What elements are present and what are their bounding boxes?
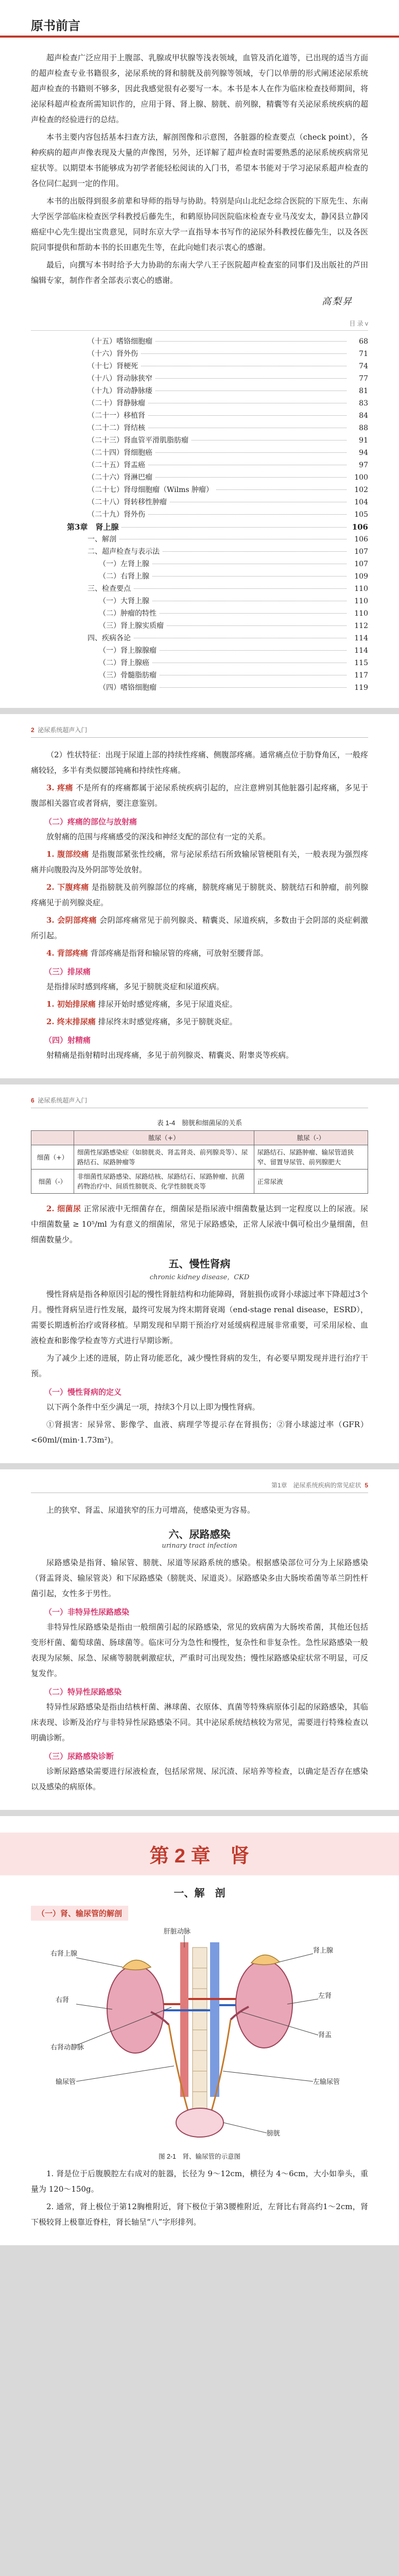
toc-page-number: 104: [354, 498, 368, 506]
toc-row[interactable]: [31, 398, 368, 410]
toc-label: （一）左肾上腺: [99, 560, 149, 568]
toc-page-number: 106: [354, 535, 368, 544]
table-cell: 细菌性尿路感染症（如膀胱炎、肾盂肾炎、前列腺炎等）、尿路结石、尿路肿瘤等: [74, 1145, 254, 1170]
toc-row[interactable]: [31, 422, 368, 435]
toc-page-number: 115: [354, 659, 368, 667]
toc-label: （三）骨髓脂肪瘤: [99, 671, 157, 680]
toc-page-number: 71: [359, 350, 368, 358]
toc-row[interactable]: [31, 657, 368, 670]
toc-page-number: 119: [354, 684, 368, 692]
table-header: 脓尿（+）: [74, 1131, 254, 1145]
page-number: 2: [31, 726, 34, 734]
preface-paragraph-1: 超声检查广泛应用于上腹部、乳腺或甲状腺等浅表领域，血管及消化道等，已出现的适当方面的超声检查专业书籍很多，泌尿系统的肾和膀胱及前列腺等领域，专门以单册的形式阐述泌尿系统超声检查的书籍则不够多，因此我感觉很有必要写一本。本书是本人在作为临床检查技师期间，将泌尿科超声检查所需知识作的，应用于肾、肾上腺、膀胱、前列腺，精囊等有关泌尿系统疾病的超声检查的经验进行的总结。: [31, 53, 368, 124]
toc-row[interactable]: [31, 521, 368, 534]
table-cell: 尿路结石、尿路肿瘤、输尿管道狭窄、留置导尿管、前列腺肥大: [254, 1145, 368, 1170]
toc-page-number: 105: [354, 511, 368, 519]
paragraph: [31, 780, 368, 811]
toc-row[interactable]: [31, 497, 368, 509]
pyuria-bacteriuria-table: [31, 1130, 368, 1194]
toc-page-number: 106: [352, 522, 368, 532]
paragraph: 慢性肾病是指各种原因引起的慢性肾脏结构和功能障碍，肾脏损伤或肾小球滤过率下降超过3个月。慢性肾病呈进行性发展，最终可发展为终末期肾衰竭（end-stage renal disease，ESRD），需要长期透析治疗或肾移植。早期发现和早期干预治疗对延缓病程进展非常重要，可采用尿检、血液检查和影像学检查等方式进行早期诊断。: [31, 1290, 368, 1345]
paragraph: 为了减少上述的进展，防止肾功能恶化，减少慢性肾病的发生，有必要早期发现并进行治疗干预。: [31, 1353, 368, 1378]
toc-label: （二）肿瘤的特性: [99, 609, 157, 618]
preface-paragraph-4: 最后，向撰写本书时给予大力协助的东南大学八王子医院超声检查室的同事们及出版社的芦田编辑专家，制作作者全部表示衷心的感谢。: [31, 260, 368, 285]
toc-label: 第3章 肾上腺: [67, 522, 119, 532]
toc-page-number: 74: [359, 362, 368, 370]
toc-leader: [160, 613, 346, 614]
toc-row[interactable]: [31, 633, 368, 645]
toc-label: （二十五）肾盂癌: [88, 461, 145, 469]
toc-row[interactable]: [31, 509, 368, 521]
preface-paragraph-2: 本书主要内容包括基本扫查方法，解剖图像和示意图，各脏器的检查要点（check point），各种疾病的超声声像表现及大量的声像图，另外，还详解了超声检查时需要熟悉的泌尿系统疾病常见症状等。以期望本书能够成为初学者能轻松阅读的入门书，希望本书能对于学习泌尿系超声检查的各位同仁起到一定的作用。: [31, 132, 368, 188]
toc-page-number: 110: [354, 597, 368, 605]
toc-label: （十九）肾动静脉瘘: [88, 387, 152, 395]
running-title: 泌尿系统超声入门: [38, 726, 88, 734]
subheading: （三）尿路感染诊断: [44, 1752, 114, 1761]
dysuria-list: [31, 996, 368, 1029]
toc-label: （二十三）肾血管平滑肌脂肪瘤: [88, 436, 188, 445]
toc-label: （三）肾上腺实质瘤: [99, 622, 164, 630]
left-kidney-shape: [236, 1960, 292, 2048]
toc-label: （十五）嗜铬细胞瘤: [88, 337, 152, 346]
item-label: 2. 下腹疼痛: [46, 883, 89, 892]
table-row: [31, 1170, 368, 1194]
toc-row[interactable]: [31, 336, 368, 348]
toc-label: （二十）肾静脉瘤: [88, 399, 145, 408]
toc-page-number: 117: [354, 671, 368, 680]
toc-row[interactable]: [31, 571, 368, 583]
toc-row[interactable]: [31, 620, 368, 633]
table-header: 脓尿（-）: [254, 1131, 368, 1145]
section-title: 六、尿路感染: [168, 1528, 231, 1540]
toc-row[interactable]: [31, 534, 368, 546]
chapter-band: [0, 1833, 399, 1875]
toc-label: 一、解剖: [88, 535, 116, 544]
toc-row[interactable]: [31, 596, 368, 608]
toc-label: 四、疾病各论: [88, 634, 131, 642]
toc-page-number: 110: [354, 609, 368, 618]
toc-page-number: 91: [359, 436, 368, 445]
list-item: [31, 879, 368, 910]
subheading: （二）疼痛的部位与放射痛: [44, 818, 137, 826]
paragraph: [31, 1201, 368, 1247]
toc-label: （二十九）肾外伤: [88, 511, 145, 519]
toc-label: （二十四）肾细胞癌: [88, 449, 152, 457]
label-bladder: 膀胱: [266, 2129, 280, 2137]
toc-page-number: 83: [359, 399, 368, 408]
toc-page-number: 114: [354, 647, 368, 655]
paragraph: 上的狭窄、肾盂、尿道狭窄的压力可增高，使感染更为容易。: [46, 1505, 255, 1515]
table-row-label: 细菌（-）: [31, 1170, 74, 1194]
item-text: 正常尿液中无细菌存在，细菌尿是指尿液中细菌数量达到一定程度以上的尿液。尿中细菌数量 ≥ 10⁵/ml 为有意义的细菌尿，常见于尿路感染，正常人尿液中偶可检出少量细菌，但细菌数量少。: [31, 1204, 368, 1244]
toc-row[interactable]: [31, 410, 368, 422]
preface-title-bar: [0, 36, 399, 38]
toc-label: 二、超声检查与表示法: [88, 548, 160, 556]
toc-page-number: 110: [354, 585, 368, 593]
toc-leader: [148, 415, 346, 416]
label-renal-pelvis: 肾盂: [318, 2031, 332, 2039]
paragraph: 是指排尿时感到疼痛，多见于膀胱炎症和尿道疾病。: [46, 982, 224, 991]
running-title: 泌尿系统超声入门: [38, 1097, 88, 1104]
aorta-shape: [180, 1942, 188, 2097]
toc-row[interactable]: [31, 447, 368, 460]
toc-label: （二十六）肾淋巴瘤: [88, 473, 152, 482]
page-symptoms-pain: [0, 714, 399, 1078]
item-text: 不是所有的疼痛都属于泌尿系统疾病引起的，应注意辨别其他脏器引起疼痛，多见于腹部相关器官或者肾病，要注意鉴别。: [31, 783, 368, 808]
paragraph: 2. 通常，肾上极位于第12胸椎附近，肾下极位于第3腰椎附近，左肾比右肾高约1～2cm，肾下极较肾上极靠近脊柱，肾长轴呈“八”字形排列。: [31, 2202, 368, 2227]
toc-page-number: 68: [359, 337, 368, 346]
section-subtitle: chronic kidney disease，CKD: [149, 1274, 250, 1281]
kidney-ureter-figure: [31, 1927, 368, 2145]
paragraph: 诊断尿路感染需要进行尿液检查，包括尿常规、尿沉渣、尿培养等检查，以确定是否存在感染以及感染的病原体。: [31, 1767, 368, 1791]
section-title: 一、解 剖: [174, 1887, 225, 1899]
ivc-shape: [210, 1942, 219, 2097]
toc-page-number: 107: [354, 560, 368, 568]
toc-leader: [155, 378, 346, 379]
toc-leader: [155, 452, 346, 453]
paragraph: 1. 肾是位于后腹膜腔左右成对的脏器，长径为 9～12cm，横径为 4～6cm，大小如拳头，重量为 120～150g。: [31, 2169, 368, 2194]
table-row: [31, 1145, 368, 1170]
label-top: 肝脏动脉: [163, 1927, 190, 1935]
toc-row[interactable]: [31, 583, 368, 596]
table-of-contents: [31, 336, 368, 694]
toc-row[interactable]: [31, 361, 368, 373]
table-row-label: 细菌（+）: [31, 1145, 74, 1170]
bladder-shape: [176, 2108, 223, 2137]
toc-leader: [160, 687, 346, 688]
toc-row[interactable]: [31, 484, 368, 497]
list-item: [31, 1014, 368, 1029]
toc-label: （二十二）肾结核: [88, 424, 145, 432]
toc-page-number: 84: [359, 412, 368, 420]
page-preface: [0, 0, 399, 708]
kidney-anatomy-diagram: [45, 1927, 354, 2143]
toc-row[interactable]: [31, 546, 368, 558]
toc-leader: [122, 527, 346, 528]
toc-page-number: 77: [359, 375, 368, 383]
item-text: 排尿开始时感觉疼痛，多见于尿道炎症。: [98, 999, 237, 1009]
item-label: 1. 初始排尿痛: [46, 999, 96, 1009]
toc-label: （一）大肾上腺: [99, 597, 149, 605]
toc-leader: [134, 588, 346, 589]
toc-label: （十八）肾动脉狭窄: [88, 375, 152, 383]
pain-list: [31, 846, 368, 961]
table-caption: 表 1-4 膀胱和细菌尿的关系: [157, 1119, 242, 1127]
toc-row[interactable]: [31, 472, 368, 484]
toc-page-number: 94: [359, 449, 368, 457]
subheading: （四）射精痛: [44, 1036, 91, 1045]
page-header: [31, 725, 368, 738]
toc-label: （二）右肾上腺: [99, 572, 149, 581]
toc-leader: [155, 477, 346, 478]
toc-row[interactable]: [31, 435, 368, 447]
list-item: [31, 945, 368, 961]
paragraph: 以下两个条件中至少满足一项，持续3个月以上即为慢性肾病。: [46, 1402, 260, 1412]
table-corner: [31, 1131, 74, 1145]
preface-title: 原书前言: [31, 19, 80, 33]
subheading: （一）非特异性尿路感染: [44, 1608, 130, 1617]
preface-paragraph-3: 本书的出版得到很多前辈和导师的指导与协助。特别是向山北纪念综合医院的下原先生、东南大学医学部临床检查医学科教授后藤先生，和鹤原协同医院临床检查专业马茂安太，静冈县立静冈癌症中心先生提出宝贵意见，同时东京大学一直指导本书写作的泌尿外科教授佐藤先生，以及各医院同事提供和帮助本书的长田惠先生等，在此向她们表示衷心的感谢。: [31, 196, 368, 252]
paragraph: 特异性尿路感染是指由结核杆菌、淋球菌、衣原体、真菌等特殊病原体引起的尿路感染，其临床表现、诊断及治疗与非特异性尿路感染不同。其中泌尿系统结核较为常见，需要进行特殊检查以明确诊断。: [31, 1702, 368, 1742]
item-label: 3. 会阴部疼痛: [46, 916, 97, 925]
label-right-kidney: 右肾: [55, 1996, 69, 2004]
label-adrenal: 肾上腺: [313, 1946, 333, 1954]
page-chapter-kidney: [0, 1816, 399, 2245]
toc-row[interactable]: [31, 608, 368, 620]
page-bacteriuria-ckd: [0, 1084, 399, 1463]
page-number: 5: [365, 1482, 368, 1489]
label-left-kidney: 左肾: [318, 1992, 332, 1999]
toc-page-number: 114: [354, 634, 368, 642]
toc-row[interactable]: [31, 373, 368, 385]
toc-label: （十七）肾梗死: [88, 362, 138, 370]
toc-page-number: 107: [354, 548, 368, 556]
list-item: [31, 912, 368, 943]
toc-row[interactable]: [31, 460, 368, 472]
paragraph: ①肾损害：尿异常、影像学、血液、病理学等提示存在肾损伤；②肾小球滤过率（GFR）<60ml/(min·1.73m²)。: [31, 1420, 368, 1445]
toc-page-number: 88: [359, 424, 368, 432]
toc-page-number: 81: [359, 387, 368, 395]
item-label: 4. 背部疼痛: [46, 948, 88, 958]
preface-signature: 高梨昇: [322, 296, 353, 307]
toc-header: 目 录 v: [31, 319, 368, 331]
toc-leader: [167, 625, 346, 626]
item-text: 是指膀胱及前列腺部位的疼痛，膀胱疼痛见于膀胱炎、膀胱结石和肿瘤，前列腺疼痛见于前列腺炎症。: [31, 883, 368, 907]
paragraph: 射精痛是指射精时出现疼痛，多见于前列腺炎、精囊炎、附睾炎等疾病。: [46, 1050, 294, 1060]
toc-label: （二十七）肾母细胞瘤（Wilms 肿瘤）: [88, 486, 214, 494]
subheading: （一）肾、输尿管的解剖: [31, 1906, 128, 1921]
toc-row[interactable]: [31, 385, 368, 398]
toc-label: （二）肾上腺癌: [99, 659, 149, 667]
toc-label: （四）嗜铬细胞瘤: [99, 684, 157, 692]
item-label: 2. 终末排尿痛: [46, 1017, 96, 1026]
toc-leader: [216, 489, 346, 490]
paragraph: 尿路感染是指肾、输尿管、膀胱、尿道等尿路系统的感染。根据感染部位可分为上尿路感染（肾盂肾炎、输尿管炎）和下尿路感染（膀胱炎、尿道炎）。尿路感染多由大肠埃希菌等革兰阴性杆菌引起，女性多于男性。: [31, 1558, 368, 1598]
toc-page-number: 109: [354, 572, 368, 581]
chapter-title: 第 2 章 肾: [149, 1845, 250, 1867]
toc-label: （二十一）移植肾: [88, 412, 145, 420]
page-header: [31, 1481, 368, 1493]
toc-row[interactable]: [31, 682, 368, 694]
table-cell: 正常尿液: [254, 1170, 368, 1194]
toc-page-number: 97: [359, 461, 368, 469]
paragraph: 非特异性尿路感染是指由一般细菌引起的尿路感染，常见的致病菌为大肠埃希菌，其他还包括变形杆菌、葡萄球菌、肠球菌等。临床可分为急性和慢性，复杂性和非复杂性。急性尿路感染一般表现为尿频、尿急、尿痛等膀胱刺激症状，严重时可出现发热；慢性尿路感染症状常不明显，可反复发作。: [31, 1622, 368, 1678]
toc-label: （一）肾上腺腺瘤: [99, 647, 157, 655]
label-left-ureter: 左输尿管: [313, 2078, 340, 2086]
table-cell: 非细菌性尿路感染、尿路结核、尿路结石、尿路肿瘤、抗菌药物治疗中、间质性膀胱炎、化学性膀胱炎等: [74, 1170, 254, 1194]
toc-label: （十六）肾外伤: [88, 350, 138, 358]
item-label: 2. 细菌尿: [46, 1204, 81, 1213]
right-kidney-shape: [107, 1965, 164, 2053]
toc-leader: [148, 514, 346, 515]
toc-page-number: 100: [354, 473, 368, 482]
list-item: [31, 996, 368, 1012]
running-title: 第1章 泌尿系统疾病的常见症状: [271, 1482, 361, 1489]
toc-leader: [152, 576, 346, 577]
subheading: （二）特异性尿路感染: [44, 1688, 122, 1697]
toc-row[interactable]: [31, 558, 368, 571]
figure-caption: 图 2-1 肾、输尿管的示意图: [158, 2153, 241, 2160]
toc-row[interactable]: [31, 348, 368, 361]
toc-leader: [141, 353, 346, 354]
page-header: [31, 1096, 368, 1108]
label-right-adrenal: 右肾上腺: [50, 1950, 77, 1957]
subheading: （一）慢性肾病的定义: [44, 1388, 122, 1397]
label-right-renal-vessels: 右肾动静脉: [50, 2043, 84, 2051]
page-uti: [0, 1469, 399, 1810]
list-item: [31, 846, 368, 877]
item-label: 1. 腹部绞痛: [46, 850, 89, 859]
section-title: 五、慢性肾病: [168, 1258, 231, 1270]
toc-leader: [163, 551, 346, 552]
toc-row[interactable]: [31, 670, 368, 682]
item-label: 3. 疼痛: [46, 783, 73, 792]
toc-leader: [155, 341, 346, 342]
section-subtitle: urinary tract infection: [162, 1542, 237, 1550]
toc-label: 三、检查要点: [88, 585, 131, 593]
item-text: 背部疼痛是指肾和输尿管的疼痛，可放射至腰背部。: [90, 948, 268, 958]
item-text: 是指腹部紧张性绞痛，常与泌尿系结石所致输尿管梗阻有关，一般表现为强烈疼痛并向腹股沟及外阴部等处放射。: [31, 850, 368, 874]
subheading: （三）排尿痛: [44, 968, 91, 976]
paragraph: （2）性状特征：出现于尿道上部的持续性疼痛、侧腹部疼痛。通常痛点位于肋脊角区，一般疼痛较轻，多半有类似腰部钝痛和持续性疼痛。: [31, 750, 368, 775]
toc-leader: [160, 650, 346, 651]
toc-page-number: 112: [354, 622, 368, 630]
label-ureter: 输尿管: [55, 2078, 76, 2086]
item-text: 会阴部疼痛常见于前列腺炎、精囊炎、尿道疾病，多数由于会阴部的炎症刺激所引起。: [31, 916, 368, 940]
toc-page-number: 102: [354, 486, 368, 494]
toc-row[interactable]: [31, 645, 368, 657]
paragraph: 放射痛的范围与疼痛感受的深浅和神经支配的部位有一定的关系。: [46, 832, 271, 841]
toc-label: （二十八）肾转移性肿瘤: [88, 498, 167, 506]
item-text: 排尿终末时感觉疼痛，多见于膀胱炎症。: [98, 1017, 237, 1026]
page-number: 6: [31, 1097, 34, 1104]
